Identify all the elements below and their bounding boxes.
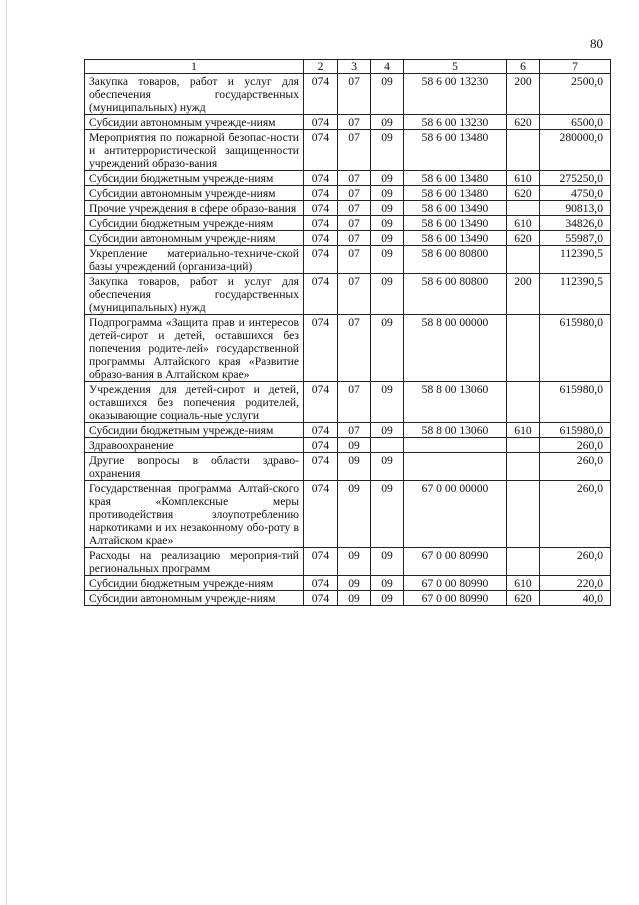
expense-type-cell xyxy=(507,548,540,576)
ministry-code-cell: 074 xyxy=(304,274,338,315)
target-article-cell: 58 6 00 13490 xyxy=(404,201,507,216)
column-header: 3 xyxy=(338,60,371,74)
target-article-cell: 58 6 00 13480 xyxy=(404,130,507,171)
target-article-cell: 58 6 00 13490 xyxy=(404,216,507,231)
amount-cell: 260,0 xyxy=(540,453,611,481)
item-name-cell: Мероприятия по пожарной безопас-ности и антитеррористической защищенности учреждений образо-вания xyxy=(85,130,304,171)
item-name-cell: Государственная программа Алтай-ского края «Комплексные меры противодействия злоупотреблению наркотиками и их незаконному обо-роту в Алтайском крае» xyxy=(85,481,304,548)
target-article-cell: 58 6 00 13490 xyxy=(404,231,507,246)
item-name-cell: Субсидии бюджетным учрежде-ниям xyxy=(85,576,304,591)
column-header: 2 xyxy=(304,60,338,74)
expense-type-cell xyxy=(507,315,540,382)
section-code-cell: 07 xyxy=(338,115,371,130)
target-article-cell: 67 0 00 00000 xyxy=(404,481,507,548)
section-code-cell: 07 xyxy=(338,201,371,216)
ministry-code-cell: 074 xyxy=(304,315,338,382)
ministry-code-cell: 074 xyxy=(304,201,338,216)
expense-type-cell xyxy=(507,481,540,548)
section-code-cell: 09 xyxy=(338,576,371,591)
amount-cell: 55987,0 xyxy=(540,231,611,246)
subsection-code-cell: 09 xyxy=(371,186,404,201)
subsection-code-cell: 09 xyxy=(371,315,404,382)
amount-cell: 40,0 xyxy=(540,591,611,606)
table-row xyxy=(85,548,611,576)
ministry-code-cell: 074 xyxy=(304,231,338,246)
item-name-cell: Закупка товаров, работ и услуг для обеспечения государственных (муниципальных) нужд xyxy=(85,74,304,115)
table-row xyxy=(85,130,611,171)
ministry-code-cell: 074 xyxy=(304,171,338,186)
subsection-code-cell: 09 xyxy=(371,548,404,576)
item-name-cell: Здравоохранение xyxy=(85,438,304,453)
table-row xyxy=(85,591,611,606)
table-row xyxy=(85,216,611,231)
amount-cell: 280000,0 xyxy=(540,130,611,171)
ministry-code-cell: 074 xyxy=(304,481,338,548)
table-row xyxy=(85,576,611,591)
amount-cell: 260,0 xyxy=(540,481,611,548)
ministry-code-cell: 074 xyxy=(304,382,338,423)
table-row xyxy=(85,74,611,115)
item-name-cell: Субсидии автономным учрежде-ниям xyxy=(85,115,304,130)
ministry-code-cell: 074 xyxy=(304,548,338,576)
expense-type-cell: 200 xyxy=(507,274,540,315)
amount-cell: 2500,0 xyxy=(540,74,611,115)
section-code-cell: 07 xyxy=(338,274,371,315)
item-name-cell: Укрепление материально-техниче-ской базы учреждений (организа-ций) xyxy=(85,246,304,274)
section-code-cell: 07 xyxy=(338,216,371,231)
table-row xyxy=(85,423,611,438)
table-row xyxy=(85,453,611,481)
expense-type-cell: 610 xyxy=(507,171,540,186)
table-row xyxy=(85,315,611,382)
subsection-code-cell: 09 xyxy=(371,171,404,186)
expense-type-cell: 610 xyxy=(507,576,540,591)
expense-type-cell: 620 xyxy=(507,186,540,201)
item-name-cell: Другие вопросы в области здраво-охранения xyxy=(85,453,304,481)
subsection-code-cell: 09 xyxy=(371,382,404,423)
amount-cell: 112390,5 xyxy=(540,246,611,274)
section-code-cell: 09 xyxy=(338,548,371,576)
ministry-code-cell: 074 xyxy=(304,438,338,453)
amount-cell: 275250,0 xyxy=(540,171,611,186)
item-name-cell: Субсидии автономным учрежде-ниям xyxy=(85,591,304,606)
item-name-cell: Учреждения для детей-сирот и детей, оставшихся без попечения родителей, оказывающие социаль-ные услуги xyxy=(85,382,304,423)
target-article-cell: 58 6 00 13230 xyxy=(404,115,507,130)
expense-type-cell: 620 xyxy=(507,231,540,246)
ministry-code-cell: 074 xyxy=(304,74,338,115)
section-code-cell: 07 xyxy=(338,74,371,115)
section-code-cell: 07 xyxy=(338,382,371,423)
subsection-code-cell: 09 xyxy=(371,591,404,606)
expense-type-cell xyxy=(507,382,540,423)
table-row xyxy=(85,481,611,548)
subsection-code-cell: 09 xyxy=(371,74,404,115)
section-code-cell: 07 xyxy=(338,315,371,382)
table-row xyxy=(85,274,611,315)
table-row xyxy=(85,382,611,423)
subsection-code-cell: 09 xyxy=(371,231,404,246)
target-article-cell: 58 6 00 13480 xyxy=(404,186,507,201)
table-row xyxy=(85,246,611,274)
section-code-cell: 07 xyxy=(338,231,371,246)
column-header: 5 xyxy=(404,60,507,74)
target-article-cell: 58 8 00 13060 xyxy=(404,382,507,423)
item-name-cell: Субсидии бюджетным учрежде-ниям xyxy=(85,171,304,186)
scan-edge-line xyxy=(6,0,7,905)
subsection-code-cell: 09 xyxy=(371,216,404,231)
item-name-cell: Субсидии автономным учрежде-ниям xyxy=(85,186,304,201)
budget-table xyxy=(84,59,611,606)
subsection-code-cell: 09 xyxy=(371,274,404,315)
ministry-code-cell: 074 xyxy=(304,453,338,481)
subsection-code-cell: 09 xyxy=(371,423,404,438)
amount-cell: 260,0 xyxy=(540,548,611,576)
section-code-cell: 07 xyxy=(338,246,371,274)
target-article-cell: 67 0 00 80990 xyxy=(404,591,507,606)
amount-cell: 615980,0 xyxy=(540,382,611,423)
section-code-cell: 07 xyxy=(338,130,371,171)
subsection-code-cell: 09 xyxy=(371,576,404,591)
target-article-cell: 67 0 00 80990 xyxy=(404,576,507,591)
expense-type-cell: 610 xyxy=(507,216,540,231)
column-header: 1 xyxy=(85,60,304,74)
target-article-cell xyxy=(404,453,507,481)
target-article-cell: 58 6 00 80800 xyxy=(404,246,507,274)
ministry-code-cell: 074 xyxy=(304,423,338,438)
ministry-code-cell: 074 xyxy=(304,216,338,231)
table-row xyxy=(85,186,611,201)
section-code-cell: 09 xyxy=(338,438,371,453)
section-code-cell: 09 xyxy=(338,591,371,606)
target-article-cell: 58 6 00 80800 xyxy=(404,274,507,315)
table-body xyxy=(85,74,611,606)
target-article-cell: 58 6 00 13480 xyxy=(404,171,507,186)
table-row xyxy=(85,201,611,216)
column-header: 7 xyxy=(540,60,611,74)
amount-cell: 220,0 xyxy=(540,576,611,591)
section-code-cell: 07 xyxy=(338,171,371,186)
expense-type-cell: 610 xyxy=(507,423,540,438)
amount-cell: 112390,5 xyxy=(540,274,611,315)
amount-cell: 615980,0 xyxy=(540,423,611,438)
target-article-cell: 58 8 00 13060 xyxy=(404,423,507,438)
header-row xyxy=(85,60,611,74)
ministry-code-cell: 074 xyxy=(304,115,338,130)
section-code-cell: 07 xyxy=(338,186,371,201)
item-name-cell: Субсидии бюджетным учрежде-ниям xyxy=(85,423,304,438)
ministry-code-cell: 074 xyxy=(304,130,338,171)
ministry-code-cell: 074 xyxy=(304,186,338,201)
item-name-cell: Закупка товаров, работ и услуг для обеспечения государственных (муниципальных) нужд xyxy=(85,274,304,315)
item-name-cell: Субсидии автономным учрежде-ниям xyxy=(85,231,304,246)
expense-type-cell: 620 xyxy=(507,591,540,606)
amount-cell: 90813,0 xyxy=(540,201,611,216)
item-name-cell: Прочие учреждения в сфере образо-вания xyxy=(85,201,304,216)
target-article-cell: 67 0 00 80990 xyxy=(404,548,507,576)
amount-cell: 260,0 xyxy=(540,438,611,453)
subsection-code-cell: 09 xyxy=(371,130,404,171)
subsection-code-cell: 09 xyxy=(371,115,404,130)
expense-type-cell xyxy=(507,130,540,171)
subsection-code-cell: 09 xyxy=(371,201,404,216)
section-code-cell: 07 xyxy=(338,423,371,438)
table-row xyxy=(85,438,611,453)
amount-cell: 615980,0 xyxy=(540,315,611,382)
amount-cell: 4750,0 xyxy=(540,186,611,201)
expense-type-cell xyxy=(507,453,540,481)
ministry-code-cell: 074 xyxy=(304,246,338,274)
amount-cell: 6500,0 xyxy=(540,115,611,130)
section-code-cell: 09 xyxy=(338,481,371,548)
item-name-cell: Субсидии бюджетным учрежде-ниям xyxy=(85,216,304,231)
target-article-cell xyxy=(404,438,507,453)
subsection-code-cell: 09 xyxy=(371,481,404,548)
subsection-code-cell: 09 xyxy=(371,453,404,481)
target-article-cell: 58 8 00 00000 xyxy=(404,315,507,382)
subsection-code-cell xyxy=(371,438,404,453)
table-row xyxy=(85,171,611,186)
expense-type-cell xyxy=(507,438,540,453)
section-code-cell: 09 xyxy=(338,453,371,481)
ministry-code-cell: 074 xyxy=(304,576,338,591)
item-name-cell: Подпрограмма «Защита прав и интересов детей-сирот и детей, оставшихся без попечения родите-лей» государственной программы Алтайского края «Развитие образо-вания в Алтайском крае» xyxy=(85,315,304,382)
column-header: 4 xyxy=(371,60,404,74)
expense-type-cell xyxy=(507,201,540,216)
expense-type-cell xyxy=(507,246,540,274)
ministry-code-cell: 074 xyxy=(304,591,338,606)
subsection-code-cell: 09 xyxy=(371,246,404,274)
target-article-cell: 58 6 00 13230 xyxy=(404,74,507,115)
expense-type-cell: 620 xyxy=(507,115,540,130)
expense-type-cell: 200 xyxy=(507,74,540,115)
table-row xyxy=(85,115,611,130)
amount-cell: 34826,0 xyxy=(540,216,611,231)
table-row xyxy=(85,231,611,246)
page-number: 80 xyxy=(590,36,603,51)
item-name-cell: Расходы на реализацию мероприя-тий региональных программ xyxy=(85,548,304,576)
column-header: 6 xyxy=(507,60,540,74)
